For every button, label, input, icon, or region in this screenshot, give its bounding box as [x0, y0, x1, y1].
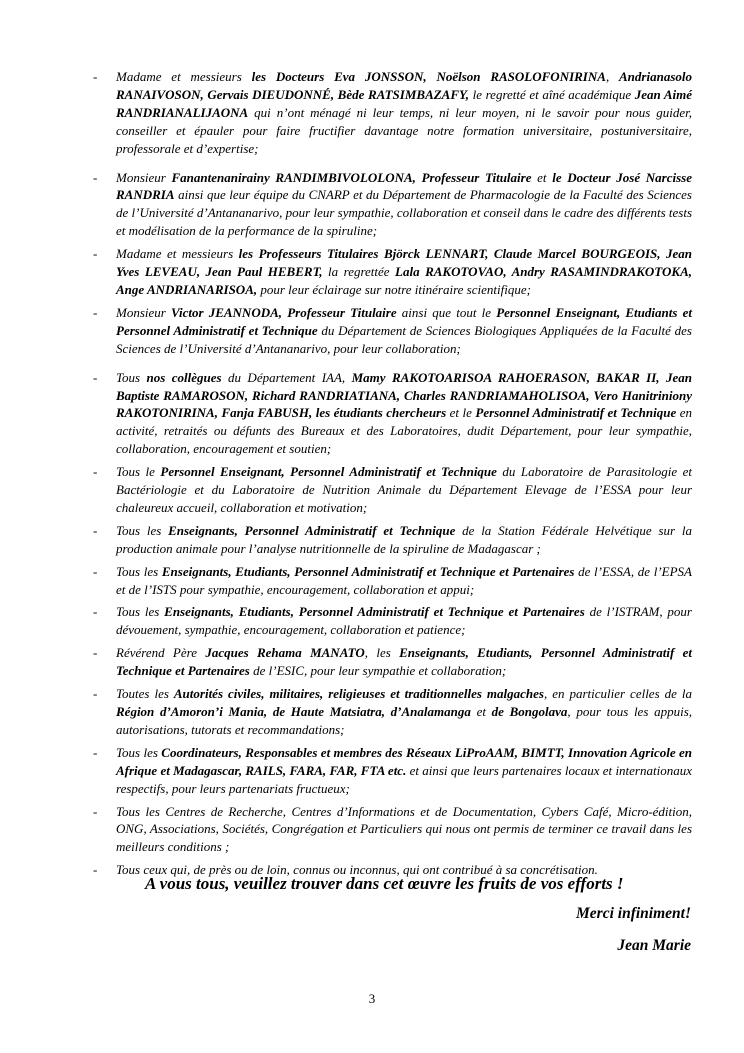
bold-text: Enseignants, Etudiants, Personnel Administratif et Technique et Partenaires [164, 604, 585, 620]
bold-text: Enseignants, Etudiants, Personnel Administratif et Technique et Partenaires [116, 645, 693, 679]
list-bullet: - [93, 686, 98, 702]
bold-text: Coordinateurs, Responsables et membres des Réseaux LiProAAM, BIMTT, Innovation Agricole en Afrique et Madagascar, RAILS, FARA, FAR, FTA etc. [116, 744, 692, 778]
list-item [93, 644, 692, 680]
list-bullet: - [93, 744, 98, 760]
text-segment: , les [364, 645, 400, 661]
text-segment: Tous les [116, 744, 162, 760]
text-segment: Révérend Père [116, 645, 206, 661]
bold-text: les Professeurs Titulaires Björck LENNART, Claude Marcel BOURGEOIS, Jean Yves LEVEAU, Jean Paul HEBERT, [116, 246, 693, 280]
list-bullet: - [93, 862, 98, 878]
text-segment: Toutes les [116, 686, 174, 702]
bold-text: Autorités civiles, militaires, religieuses et traditionnelles malgaches [173, 686, 544, 702]
text-segment: et le [446, 405, 476, 421]
list-bullet: - [93, 563, 98, 579]
text-segment: et ainsi que leurs partenaires locaux et internationaux respectifs, pour leurs partenariats fructueux; [116, 762, 692, 796]
text-segment: et [470, 704, 492, 719]
text-segment: Tous [116, 369, 147, 385]
text-segment: de l’ESSA, de l’EPSA et de l’ISTS pour sympathie, encouragement, collaboration et appui; [116, 563, 692, 597]
bold-text: Enseignants, Personnel Administratif et Technique [168, 522, 456, 538]
text-segment: , pour tous les appuis, autorisations, tutorats et recommandations; [116, 704, 692, 737]
text-segment: Monsieur [116, 169, 172, 185]
list-item [93, 245, 692, 299]
list-item [93, 522, 692, 558]
text-segment: du Laboratoire de Parasitologie et Bactériologie et du Laboratoire de Nutrition Animale du Département Elevage de l’ESSA pour leur chaleureux accueil, collaboration et motivation; [116, 464, 692, 515]
text-segment: de l’ESIC, pour leur sympathie et collaboration; [249, 663, 507, 679]
list-bullet: - [93, 464, 98, 480]
list-bullet: - [93, 169, 98, 185]
bold-text: Personnel Enseignant, Etudiants et Personnel Administratif et Technique [116, 304, 692, 338]
text-segment: , en particulier celles de la [543, 686, 692, 702]
bold-text: Victor JEANNODA, Professeur Titulaire [171, 304, 397, 320]
list-item [93, 803, 692, 857]
list-item [93, 169, 692, 241]
thanks-line: Merci infiniment! [576, 905, 691, 922]
text-segment: Tous ceux qui, de près ou de loin, connus ou inconnus, qui ont contribué à sa concrétisation. [116, 862, 598, 878]
bold-text: les Docteurs Eva JONSSON, Noëlson RASOLOFONIRINA [251, 69, 606, 84]
bold-text: Andrianasolo RANAIVOSON, Gervais DIEUDONNÉ, Bède RATSIMBAZAFY, [116, 69, 692, 102]
bold-text: Lala RAKOTOVAO, Andry RASAMINDRAKOTOKA, Ange ANDRIANARISOA, [116, 264, 692, 297]
text-segment: Monsieur [116, 304, 172, 320]
bold-text: Région d’Amoron’i Mania, de Haute Matsiatra, d’Analamanga [116, 704, 471, 719]
text-segment: de l’ISTRAM, pour dévouement, sympathie, encouragement, collaboration et patience; [116, 604, 692, 638]
list-item [93, 563, 692, 599]
bold-text: de Bongolava [491, 704, 568, 719]
list-item [93, 603, 692, 639]
list-item [93, 685, 692, 739]
list-bullet: - [93, 69, 98, 84]
list-bullet: - [93, 369, 98, 385]
list-item [93, 304, 692, 358]
list-bullet: - [93, 246, 98, 262]
list-bullet: - [93, 604, 98, 620]
text-segment: de la Station Fédérale Helvétique sur la production animale pour l’analyse nutritionnelle de la spiruline de Madagascar ; [116, 522, 692, 556]
text-segment: le regretté et aîné académique [469, 86, 635, 102]
page-number: 3 [368, 991, 376, 1006]
bold-text: Jean Aimé RANDRIANALIJAONA [116, 86, 692, 120]
bold-text: le Docteur José Narcisse RANDRIA [116, 169, 692, 203]
text-segment: Tous les [116, 522, 169, 538]
list-bullet: - [93, 304, 98, 320]
text-segment: du Département de Sciences Biologiques Appliquées de la Faculté des Sciences de l’Université d’Antananarivo, pour leur collaboration; [116, 322, 692, 356]
text-segment: la regrettée [322, 264, 396, 280]
list-bullet: - [93, 522, 98, 538]
bold-text: Mamy RAKOTOARISOA RAHOERASON, BAKAR II, Jean Baptiste RAMAROSON, Richard RANDRIATIANA, Charles RANDRIAMAHOLISOA, Vero Hanitriniony RAKOTONIRINA, Fanja FABUSH, les étudiants chercheurs [116, 369, 692, 421]
acknowledgements-list [93, 68, 692, 885]
text-segment: , [605, 69, 620, 84]
list-item [93, 369, 692, 459]
bold-text: Jacques Rehama MANATO [205, 645, 365, 661]
list-item [93, 744, 692, 798]
bold-text: Personnel Administratif et Technique [475, 405, 677, 421]
bold-text: Personnel Enseignant, Personnel Administratif et Technique [160, 464, 497, 480]
text-segment: Madame et messieurs [116, 246, 239, 262]
text-segment: du Département IAA, [221, 369, 352, 385]
text-segment: ainsi que leur équipe du CNARP et du Département de Pharmacologie de la Faculté des Sciences de l’Université d’Antananarivo, pour leur sympathie, collaboration et conseil dans le cadre des différents tests et modélisation de la performance de la spiruline; [116, 187, 692, 239]
text-segment: Tous les [116, 604, 165, 620]
bold-text: nos collègues [146, 369, 222, 385]
list-item [93, 463, 692, 517]
bold-text: Enseignants, Etudiants, Personnel Administratif et Technique et Partenaires [161, 563, 575, 579]
list-item [93, 68, 692, 158]
text-segment: en activité, retraités ou défunts des Bureaux et des Laboratoires, dudit Département, pour leur sympathie, collaboration, encouragement et soutien; [116, 405, 692, 457]
signature: Jean Marie [617, 937, 691, 954]
text-segment: Tous les [116, 563, 162, 579]
text-segment: qui n’ont ménagé ni leur temps, ni leur moyen, ni le savoir pour nous guider, conseiller et épauler pour faire fructifier davantage notre formation universitaire, postuniversitaire, professorale et d’expertise; [116, 104, 692, 156]
text-segment: Madame et messieurs [116, 69, 252, 84]
text-segment: Tous le [116, 464, 161, 480]
text-segment: et [531, 169, 553, 185]
text-segment: ainsi que tout le [396, 304, 497, 320]
list-bullet: - [93, 803, 98, 819]
bold-text: Fanantenanirainy RANDIMBIVOLOLONA, Professeur Titulaire [171, 169, 532, 185]
text-segment: Tous les Centres de Recherche, Centres d’Informations et de Documentation, Cybers Café, Micro-édition, ONG, Associations, Sociétés, Congrégation et Particuliers qui nous ont permis de terminer ce travail dans les meilleurs conditions ; [116, 803, 692, 855]
closing-sentence: A vous tous, veuillez trouver dans cet œuvre les fruits de vos efforts ! [145, 874, 624, 893]
text-segment: pour leur éclairage sur notre itinéraire scientifique; [257, 281, 531, 297]
list-bullet: - [93, 645, 98, 661]
